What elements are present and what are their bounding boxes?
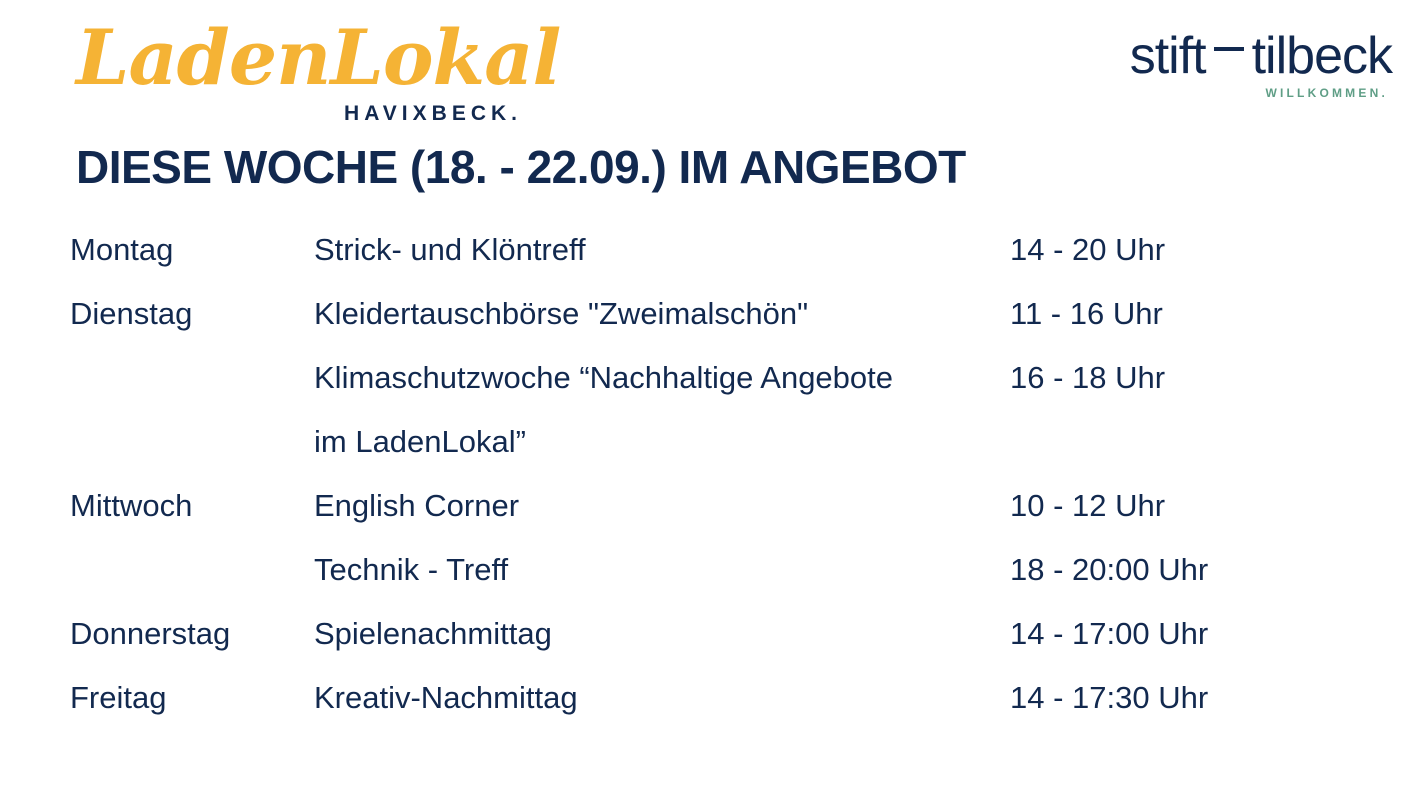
schedule-time: 18 - 20:00 Uhr: [1010, 552, 1209, 587]
table-row: [70, 666, 1370, 730]
page-title: DIESE WOCHE (18. - 22.09.) IM ANGEBOT: [76, 141, 966, 193]
schedule-title: Klimaschutzwoche “Nachhaltige Angebote: [314, 360, 894, 395]
schedule-title: Strick- und Klöntreff: [314, 232, 586, 267]
schedule-time: [1010, 410, 1370, 474]
stift-tilbeck-name-part1: stift: [1129, 27, 1206, 85]
schedule-time: 14 - 17:00 Uhr: [1010, 616, 1209, 651]
schedule-title: Kleidertauschbörse "Zweimalschön": [314, 296, 809, 331]
stift-tilbeck-name-part2: tilbeck: [1251, 27, 1392, 85]
table-row: [70, 602, 1370, 666]
schedule-day: Donnerstag: [70, 616, 231, 651]
schedule-time: 14 - 20 Uhr: [1010, 232, 1166, 267]
ladenlokal-logo: [76, 13, 561, 126]
schedule-title: English Corner: [314, 488, 520, 523]
schedule-day: [70, 346, 314, 410]
ladenlokal-wordmark: LadenLokal: [76, 13, 561, 102]
stift-tilbeck-brand-row: [992, 28, 1392, 84]
schedule-time: 16 - 18 Uhr: [1010, 360, 1166, 395]
schedule-day: [70, 410, 314, 474]
schedule-time: 11 - 16 Uhr: [1010, 296, 1163, 331]
schedule-time: 10 - 12 Uhr: [1010, 488, 1166, 523]
schedule-day: Mittwoch: [70, 488, 193, 523]
ladenlokal-subline: HAVIXBECK.: [344, 102, 522, 125]
table-row: [70, 410, 1370, 474]
schedule-day: Montag: [70, 232, 174, 267]
table-row: [70, 538, 1370, 602]
weekly-schedule-table: [70, 218, 1370, 730]
schedule-title: im LadenLokal”: [314, 424, 526, 459]
stift-tilbeck-logo: [992, 28, 1392, 100]
table-row: [70, 218, 1370, 282]
schedule-title: Spielenachmittag: [314, 616, 552, 651]
schedule-title: Technik - Treff: [314, 552, 509, 587]
stift-tilbeck-claim: WILLKOMMEN.: [1265, 86, 1388, 100]
schedule-title: Kreativ-Nachmittag: [314, 680, 578, 715]
table-row: [70, 282, 1370, 346]
table-row: [70, 474, 1370, 538]
schedule-day: Freitag: [70, 680, 167, 715]
schedule-day: Dienstag: [70, 296, 193, 331]
dash-icon: [1214, 47, 1244, 51]
table-row: [70, 346, 1370, 410]
schedule-time: 14 - 17:30 Uhr: [1010, 680, 1209, 715]
schedule-day: [70, 538, 314, 602]
